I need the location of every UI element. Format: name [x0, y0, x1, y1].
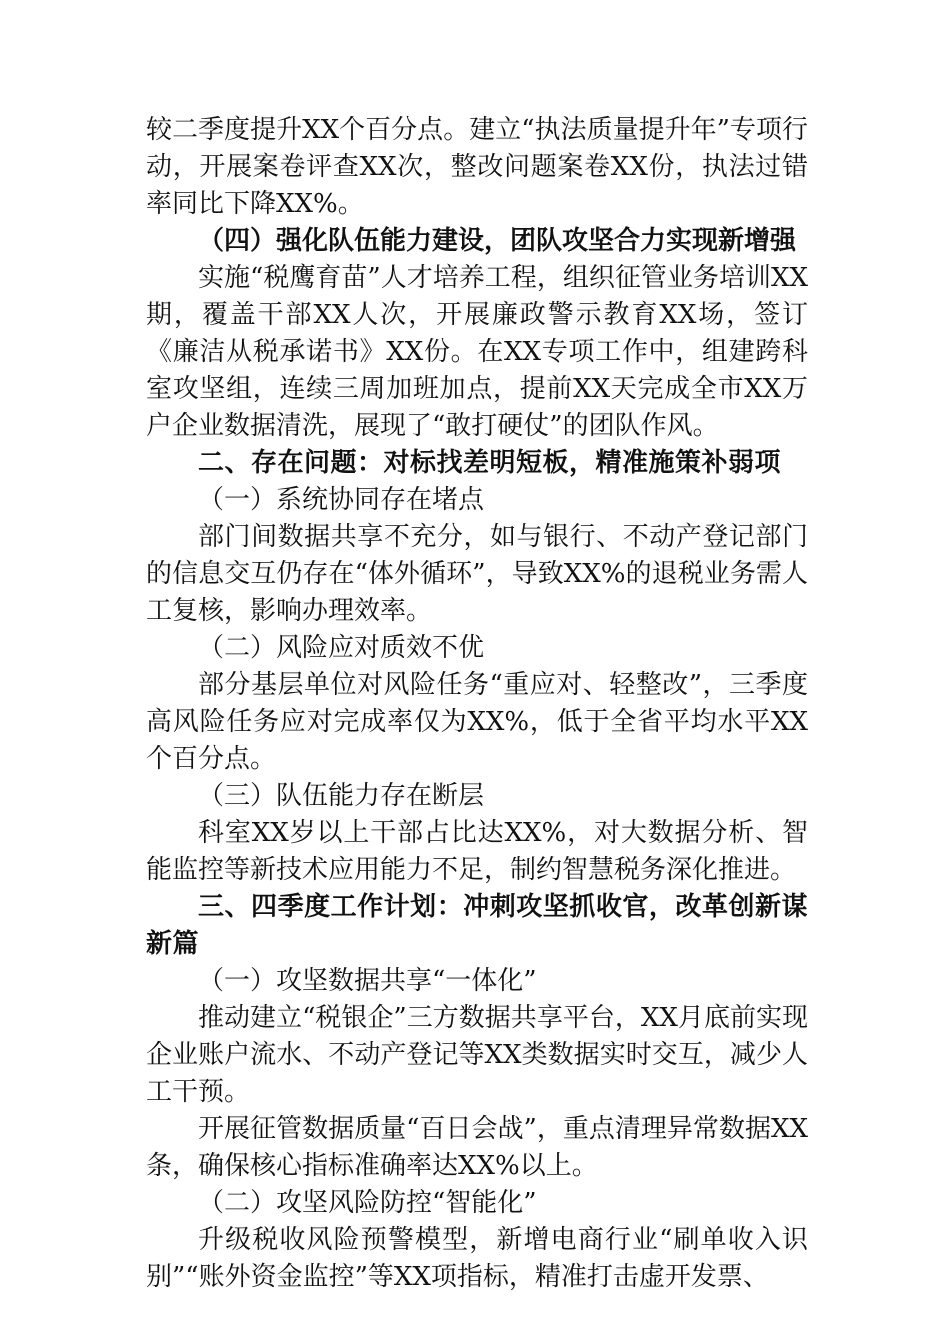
body-paragraph: 开展征管数据质量“百日会战”，重点清理异常数据XX条，确保核心指标准确率达XX%以上。	[146, 1114, 808, 1181]
body-paragraph: 科室XX岁以上干部占比达XX%，对大数据分析、智能监控等新技术应用能力不足，制约智慧税务深化推进。	[146, 818, 808, 885]
body-paragraph: 推动建立“税银企”三方数据共享平台，XX月底前实现企业账户流水、不动产登记等XX类数据实时交互，减少人工干预。	[146, 1003, 808, 1107]
chapter-heading-2: 二、存在问题：对标找差明短板，精准施策补弱项	[198, 448, 782, 478]
body-paragraph: 较二季度提升XX个百分点。建立“执法质量提升年”专项行动，开展案卷评查XX次，整改问题案卷XX份，执法过错率同比下降XX%。	[146, 115, 808, 219]
section-heading-2-1: （一）系统协同存在堵点	[198, 485, 485, 515]
body-paragraph: 部门间数据共享不充分，如与银行、不动产登记部门的信息交互仍存在“体外循环”，导致XX%的退税业务需人工复核，影响办理效率。	[146, 522, 808, 626]
chapter-heading-3: 三、四季度工作计划：冲刺攻坚抓收官，改革创新谋新篇	[146, 892, 808, 959]
section-heading-3-2: （二）攻坚风险防控“智能化”	[198, 1188, 537, 1218]
section-heading-3-1: （一）攻坚数据共享“一体化”	[198, 966, 537, 996]
document-page	[146, 112, 808, 1296]
body-paragraph: 实施“税鹰育苗”人才培养工程，组织征管业务培训XX期，覆盖干部XX人次，开展廉政警示教育XX场，签订《廉洁从税承诺书》XX份。在XX专项工作中，组建跨科室攻坚组，连续三周加班加点，提前XX天完成全市XX万户企业数据清洗，展现了“敢打硬仗”的团队作风。	[146, 263, 808, 441]
body-paragraph: 升级税收风险预警模型，新增电商行业“刷单收入识别”“账外资金监控”等XX项指标，精准打击虚开发票、	[146, 1225, 808, 1292]
body-paragraph: 部分基层单位对风险任务“重应对、轻整改”，三季度高风险任务应对完成率仅为XX%，低于全省平均水平XX个百分点。	[146, 670, 808, 774]
section-heading-2-3: （三）队伍能力存在断层	[198, 781, 485, 811]
section-heading-2-2: （二）风险应对质效不优	[198, 633, 485, 663]
section-heading-4: （四）强化队伍能力建设，团队攻坚合力实现新增强	[198, 226, 797, 256]
